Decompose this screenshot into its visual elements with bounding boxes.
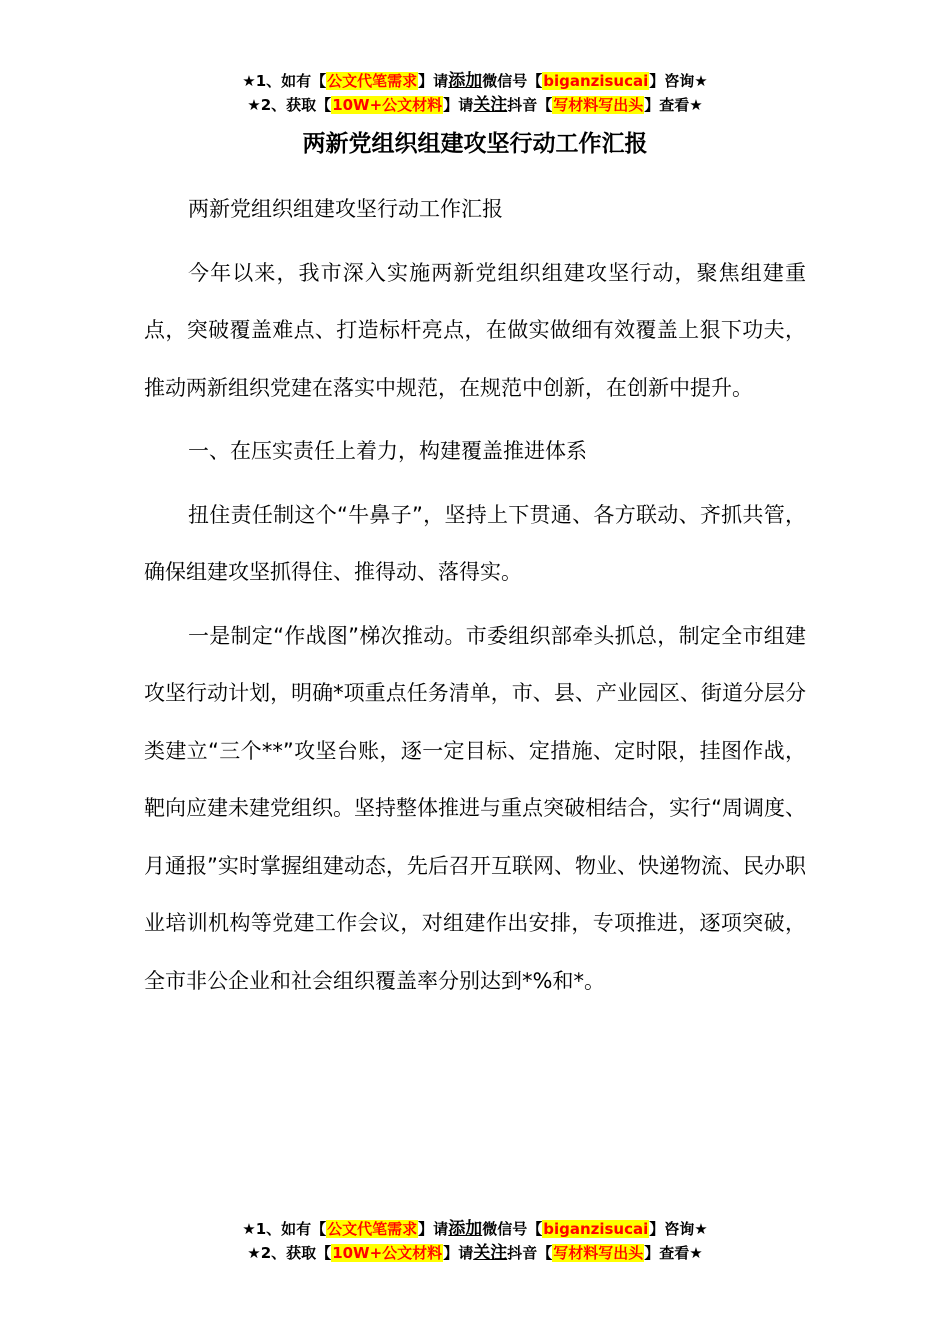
highlight-douyin: 写材料写出头: [553, 96, 644, 114]
promo-line-2: [0, 1241, 950, 1265]
paragraph-battle-map: 一是制定“作战图”梯次推动。市委组织部牵头抓总，制定全市组建攻坚行动计划，明确*项重点任务清单，市、县、产业园区、街道分层分类建立“三个**”攻坚台账，逐一定目标、定措施、定时限，挂图作战，靶向应建未建党组织。坚持整体推进与重点突破相结合，实行“周调度、月通报”实时掌握组建动态，先后召开互联网、物业、快递物流、民办职业培训机构等党建工作会议，对组建作出安排，专项推进，逐项突破，全市非公企业和社会组织覆盖率分别达到*%和*。: [144, 623, 806, 993]
promo-text: 】咨询★: [649, 1220, 708, 1238]
promo-line-1: [0, 1217, 950, 1241]
promo-text: 】查看★: [644, 1244, 703, 1262]
promo-text: 】查看★: [644, 96, 703, 114]
paragraph-responsibility: 扭住责任制这个“牛鼻子”，坚持上下贯通、各方联动、齐抓共管，确保组建攻坚抓得住、推得动、落得实。: [144, 502, 806, 584]
paragraph-subtitle: 两新党组织组建攻坚行动工作汇报: [188, 197, 503, 221]
promo-text: 】请: [418, 1220, 449, 1238]
promo-emphasis: 关注: [473, 1243, 508, 1263]
document-title: 两新党组织组建攻坚行动工作汇报: [302, 131, 648, 157]
promo-text: 】咨询★: [649, 72, 708, 90]
promo-text: 微信号【: [482, 72, 543, 90]
highlight-wechat-id: biganzisucai: [543, 1220, 649, 1238]
highlight-service: 公文代笔需求: [327, 72, 418, 90]
promo-text: ★1、如有【: [242, 72, 327, 90]
promo-line-2: [0, 93, 950, 117]
highlight-materials: 10W+公文材料: [332, 1244, 443, 1262]
promo-text: ★2、获取【: [247, 96, 332, 114]
promo-text: 】请: [418, 72, 449, 90]
document-body: [144, 181, 806, 1010]
paragraph-intro: 今年以来，我市深入实施两新党组织组建攻坚行动，聚焦组建重点，突破覆盖难点、打造标杆亮点，在做实做细有效覆盖上狠下功夫，推动两新组织党建在落实中规范，在规范中创新，在创新中提升。: [144, 260, 806, 400]
section-heading: 一、在压实责任上着力，构建覆盖推进体系: [188, 439, 587, 463]
promo-emphasis: 关注: [473, 95, 508, 115]
promo-text: 抖音【: [507, 1244, 553, 1262]
promo-text: 微信号【: [482, 1220, 543, 1238]
promo-line-1: [0, 69, 950, 93]
promo-emphasis: 添加: [448, 1219, 483, 1239]
highlight-materials: 10W+公文材料: [332, 96, 443, 114]
highlight-service: 公文代笔需求: [327, 1220, 418, 1238]
promo-text: 】请: [443, 1244, 474, 1262]
promo-banner-bottom: [0, 1217, 950, 1265]
highlight-wechat-id: biganzisucai: [543, 72, 649, 90]
promo-text: ★2、获取【: [247, 1244, 332, 1262]
promo-text: 抖音【: [507, 96, 553, 114]
highlight-douyin: 写材料写出头: [553, 1244, 644, 1262]
promo-emphasis: 添加: [448, 71, 483, 91]
promo-text: ★1、如有【: [242, 1220, 327, 1238]
promo-banner-top: [0, 69, 950, 117]
promo-text: 】请: [443, 96, 474, 114]
